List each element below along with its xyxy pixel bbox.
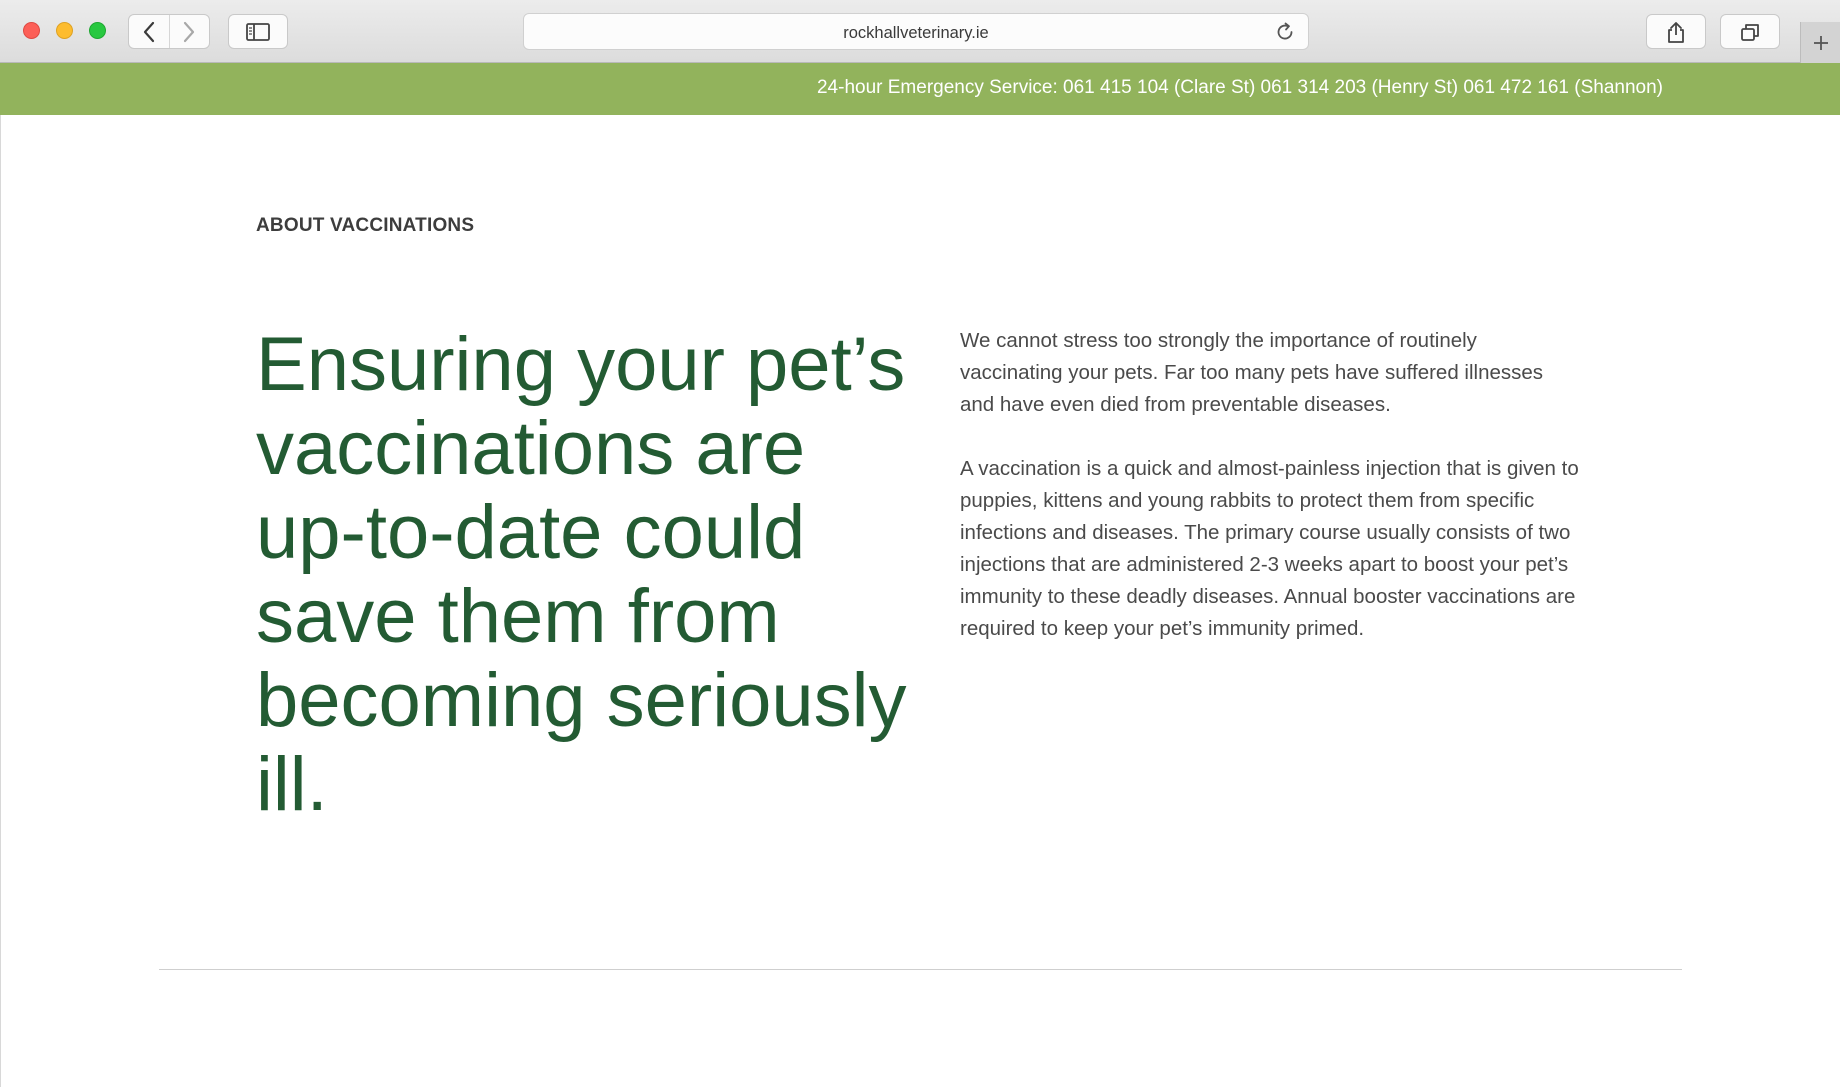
emergency-phone-numbers: 24-hour Emergency Service: 061 415 104 (Clare St) 061 314 203 (Henry St) 061 472 161 (Shannon) bbox=[816, 77, 1663, 98]
share-button[interactable] bbox=[1646, 14, 1706, 49]
vaccination-description bbox=[960, 325, 1580, 645]
close-window-button[interactable] bbox=[23, 22, 40, 39]
section-label: ABOUT VACCINATIONS bbox=[256, 215, 475, 236]
share-icon bbox=[1663, 20, 1689, 44]
sidebar-icon bbox=[245, 20, 271, 44]
browser-toolbar bbox=[0, 0, 1840, 63]
chevron-right-icon bbox=[182, 21, 196, 43]
paragraph-importance: We cannot stress too strongly the importance of routinely vaccinating your pets. Far too many pets have suffered illnesses and have even died from preventable diseases. bbox=[960, 329, 1544, 416]
back-button[interactable] bbox=[129, 15, 169, 48]
paragraph-vaccination-details: A vaccination is a quick and almost-painless injection that is given to puppies, kittens and young rabbits to protect them from specific infections and diseases. The primary course usually consists of two injections that are administered 2-3 weeks apart to boost your pet’s immunity to these deadly diseases. Annual booster vaccinations are required to keep your pet’s immunity primed. bbox=[960, 457, 1579, 640]
page-headline: Ensuring your pet’s vaccinations are up-to-date could save them from becoming seriously ill. bbox=[256, 322, 907, 827]
tab-overview-button[interactable] bbox=[1720, 14, 1780, 49]
new-tab-button[interactable] bbox=[1800, 22, 1840, 63]
reload-icon[interactable] bbox=[1274, 21, 1296, 43]
url-text: rockhallveterinary.ie bbox=[843, 24, 989, 42]
plus-icon bbox=[1812, 34, 1830, 52]
emergency-service-bar bbox=[0, 63, 1840, 115]
sidebar-toggle-button[interactable] bbox=[228, 14, 288, 49]
address-bar[interactable] bbox=[523, 13, 1309, 50]
forward-button[interactable] bbox=[169, 15, 210, 48]
section-divider bbox=[159, 969, 1682, 970]
chevron-left-icon bbox=[142, 21, 156, 43]
tabs-overview-icon bbox=[1737, 20, 1763, 44]
minimize-window-button[interactable] bbox=[56, 22, 73, 39]
page-edge bbox=[0, 115, 1, 1087]
zoom-window-button[interactable] bbox=[89, 22, 106, 39]
navigation-buttons bbox=[128, 14, 210, 49]
